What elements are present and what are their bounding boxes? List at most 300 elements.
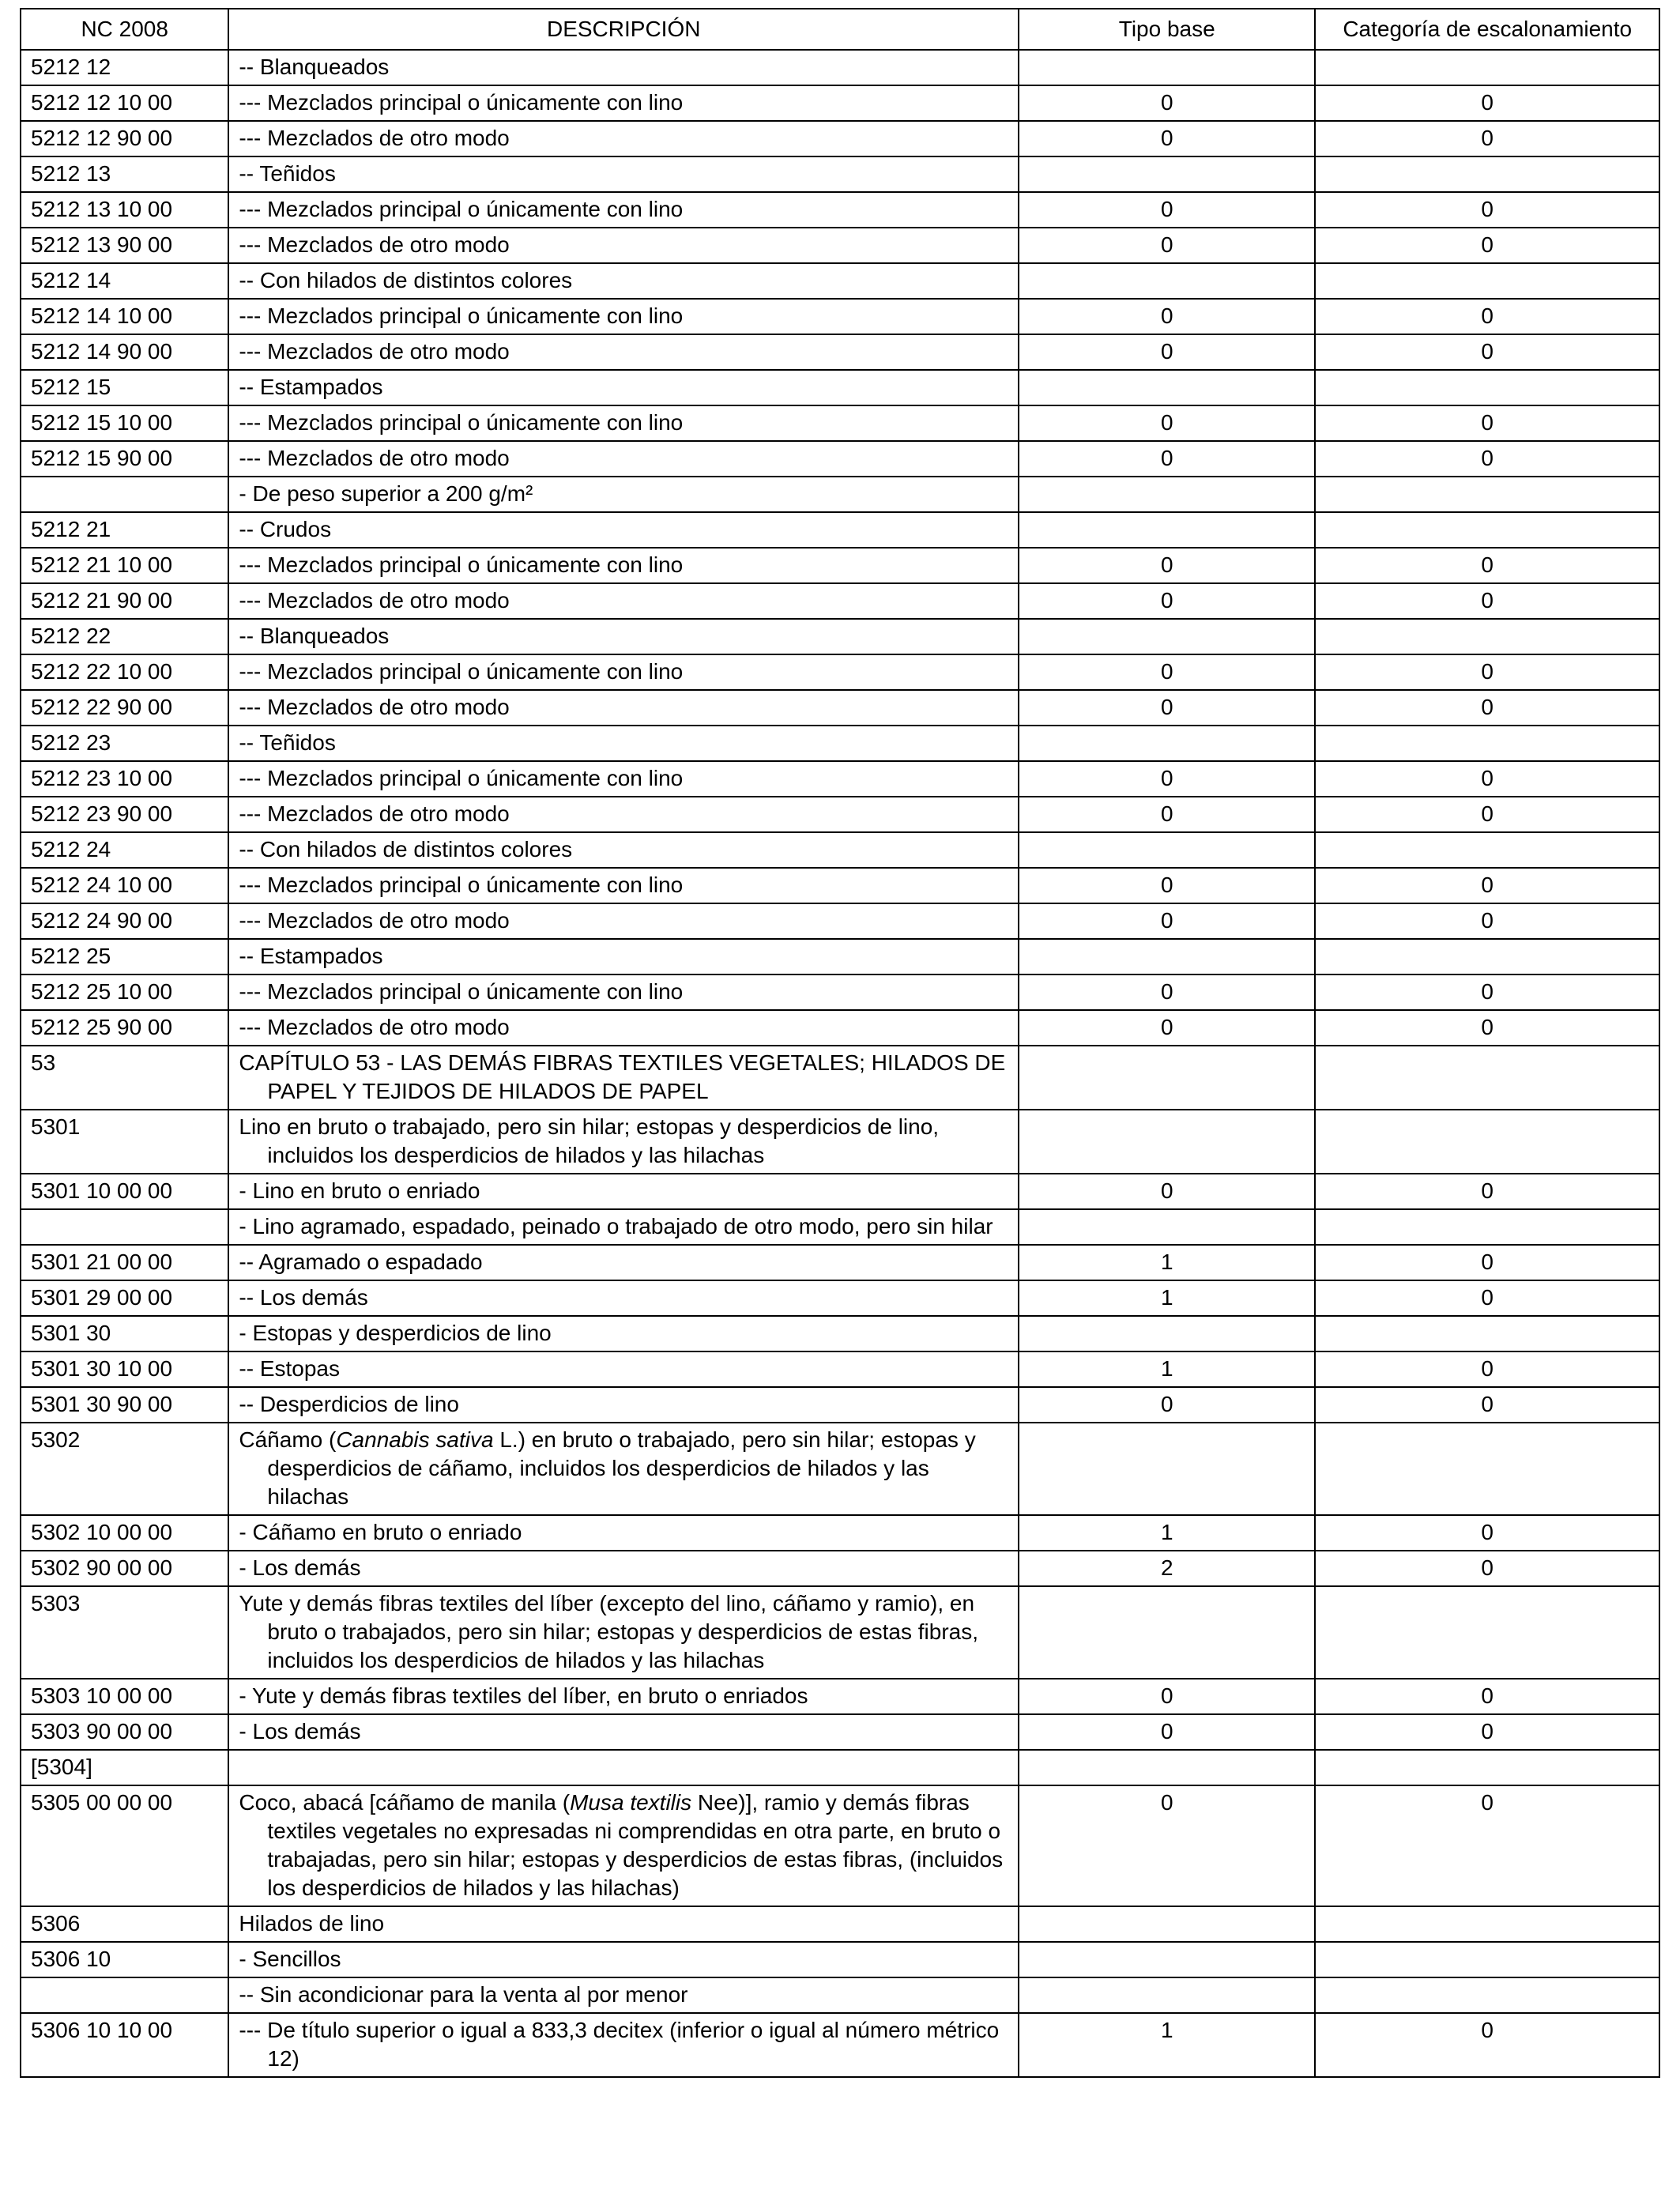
nc-code-cell: 5212 13 10 00 [21, 192, 228, 228]
categoria-escalonamiento-cell [1315, 1209, 1659, 1245]
categoria-escalonamiento-cell: 0 [1315, 1551, 1659, 1586]
description-cell [228, 832, 1019, 868]
table-row [21, 619, 1659, 654]
description-segment: --- Mezclados de otro modo [239, 588, 510, 613]
table-row [21, 1586, 1659, 1679]
table-row [21, 1280, 1659, 1316]
tipo-base-cell: 0 [1019, 334, 1315, 370]
categoria-escalonamiento-cell: 0 [1315, 1280, 1659, 1316]
nc-code-cell: 5212 21 90 00 [21, 583, 228, 619]
description-text [239, 1013, 1008, 1042]
nc-code-cell: 5212 13 90 00 [21, 228, 228, 263]
description-segment: --- Mezclados de otro modo [239, 801, 510, 826]
description-cell [228, 299, 1019, 334]
nc-code-cell: 5212 23 [21, 726, 228, 761]
tipo-base-cell: 1 [1019, 2013, 1315, 2077]
description-text [239, 586, 1008, 615]
categoria-escalonamiento-cell: 0 [1315, 690, 1659, 726]
description-cell [228, 619, 1019, 654]
categoria-escalonamiento-cell: 0 [1315, 228, 1659, 263]
table-row [21, 1046, 1659, 1110]
nc-code-cell: 5301 30 [21, 1316, 228, 1351]
description-cell [228, 334, 1019, 370]
description-text [239, 551, 1008, 579]
table-row [21, 1351, 1659, 1387]
tipo-base-cell [1019, 512, 1315, 548]
description-cell [228, 654, 1019, 690]
tipo-base-cell: 1 [1019, 1351, 1315, 1387]
nc-code-cell: 5301 30 90 00 [21, 1387, 228, 1423]
description-text [239, 302, 1008, 330]
tipo-base-cell: 0 [1019, 583, 1315, 619]
table-row [21, 2013, 1659, 2077]
description-cell [228, 797, 1019, 832]
description-text [239, 53, 1008, 81]
tipo-base-cell: 0 [1019, 405, 1315, 441]
table-row [21, 441, 1659, 477]
description-cell [228, 192, 1019, 228]
table-row [21, 370, 1659, 405]
table-row [21, 1209, 1659, 1245]
categoria-escalonamiento-cell [1315, 1906, 1659, 1942]
description-cell [228, 1046, 1019, 1110]
nc-code-cell: 53 [21, 1046, 228, 1110]
description-segment: -- Desperdicios de lino [239, 1392, 459, 1416]
description-segment: -- Con hilados de distintos colores [239, 268, 573, 292]
tipo-base-cell [1019, 1209, 1315, 1245]
nc-code-cell: 5303 90 00 00 [21, 1714, 228, 1750]
categoria-escalonamiento-cell: 0 [1315, 2013, 1659, 2077]
categoria-escalonamiento-cell: 0 [1315, 441, 1659, 477]
description-text [239, 1177, 1008, 1205]
table-row [21, 156, 1659, 192]
description-text [239, 1212, 1008, 1241]
description-segment: -- Los demás [239, 1285, 368, 1310]
tipo-base-cell: 2 [1019, 1551, 1315, 1586]
description-segment: - Los demás [239, 1719, 361, 1744]
table-row [21, 263, 1659, 299]
description-text [239, 1049, 1008, 1106]
nc-code-cell: 5212 21 10 00 [21, 548, 228, 583]
table-row [21, 939, 1659, 974]
description-segment: Hilados de lino [239, 1911, 385, 1936]
categoria-escalonamiento-cell [1315, 1977, 1659, 2013]
description-segment: - Lino agramado, espadado, peinado o trabajado de otro modo, pero sin hilar [239, 1214, 993, 1238]
description-segment: L.) en bruto o trabajado, pero sin hilar; estopas y desperdicios de cáñamo, incluidos los desperdicios de hilados y las hilachas [267, 1427, 976, 1509]
table-row [21, 1245, 1659, 1280]
description-text [239, 942, 1008, 971]
nc-code-cell: 5212 14 10 00 [21, 299, 228, 334]
tipo-base-cell [1019, 263, 1315, 299]
categoria-escalonamiento-cell: 0 [1315, 1245, 1659, 1280]
description-segment: -- Estopas [239, 1356, 340, 1381]
table-row [21, 85, 1659, 121]
description-text [239, 195, 1008, 224]
description-text [239, 1426, 1008, 1511]
description-segment: --- Mezclados de otro modo [239, 126, 510, 150]
description-text [239, 337, 1008, 366]
description-text [239, 89, 1008, 117]
description-text [239, 480, 1008, 508]
categoria-escalonamiento-cell: 0 [1315, 797, 1659, 832]
description-text [239, 907, 1008, 935]
description-segment: -- Con hilados de distintos colores [239, 837, 573, 861]
tipo-base-cell [1019, 50, 1315, 85]
description-cell [228, 903, 1019, 939]
categoria-escalonamiento-cell [1315, 1942, 1659, 1977]
categoria-escalonamiento-cell: 0 [1315, 1515, 1659, 1551]
description-cell [228, 690, 1019, 726]
tipo-base-cell: 0 [1019, 1010, 1315, 1046]
table-row [21, 761, 1659, 797]
tipo-base-cell: 0 [1019, 974, 1315, 1010]
table-row [21, 868, 1659, 903]
nc-code-cell: 5212 23 10 00 [21, 761, 228, 797]
description-cell [228, 1942, 1019, 1977]
table-body [21, 50, 1659, 2077]
description-segment: - Cáñamo en bruto o enriado [239, 1520, 522, 1544]
description-segment: --- Mezclados de otro modo [239, 446, 510, 470]
tipo-base-cell [1019, 1750, 1315, 1785]
tipo-base-cell: 0 [1019, 548, 1315, 583]
description-text [239, 160, 1008, 188]
table-row [21, 1977, 1659, 2013]
nc-code-cell: 5212 23 90 00 [21, 797, 228, 832]
description-segment: -- Sin acondicionar para la venta al por menor [239, 1982, 688, 2007]
botanical-name: Cannabis sativa [336, 1427, 494, 1452]
categoria-escalonamiento-cell [1315, 156, 1659, 192]
table-row [21, 1174, 1659, 1209]
tipo-base-cell [1019, 1110, 1315, 1174]
table-row [21, 1316, 1659, 1351]
table-row [21, 654, 1659, 690]
description-cell [228, 1245, 1019, 1280]
description-cell [228, 1280, 1019, 1316]
nc-code-cell: 5302 [21, 1423, 228, 1515]
description-cell [228, 868, 1019, 903]
description-text [239, 693, 1008, 722]
nc-code-cell: 5212 12 10 00 [21, 85, 228, 121]
description-text [239, 444, 1008, 473]
header-row [21, 9, 1659, 50]
tipo-base-cell [1019, 156, 1315, 192]
categoria-escalonamiento-cell: 0 [1315, 974, 1659, 1010]
table-row [21, 1423, 1659, 1515]
table-row [21, 192, 1659, 228]
description-segment: -- Teñidos [239, 730, 336, 755]
description-segment: --- Mezclados principal o únicamente con lino [239, 766, 684, 790]
description-segment: Coco, abacá [cáñamo de manila ( [239, 1790, 571, 1815]
tipo-base-cell: 0 [1019, 690, 1315, 726]
description-cell [228, 405, 1019, 441]
categoria-escalonamiento-cell [1315, 50, 1659, 85]
description-cell [228, 441, 1019, 477]
tipo-base-cell [1019, 1586, 1315, 1679]
description-cell [228, 1977, 1019, 2013]
nc-code-cell: 5212 15 10 00 [21, 405, 228, 441]
tipo-base-cell: 1 [1019, 1245, 1315, 1280]
nc-code-cell: 5212 25 90 00 [21, 1010, 228, 1046]
description-segment: --- Mezclados principal o únicamente con lino [239, 197, 684, 221]
description-text [239, 658, 1008, 686]
table-row [21, 726, 1659, 761]
description-segment: --- De título superior o igual a 833,3 decitex (inferior o igual al número métrico 12) [239, 2018, 1000, 2071]
nc-code-cell: 5212 14 90 00 [21, 334, 228, 370]
description-text [239, 409, 1008, 437]
description-segment: - De peso superior a 200 g/m² [239, 481, 533, 506]
categoria-escalonamiento-cell: 0 [1315, 548, 1659, 583]
table-header [21, 9, 1659, 50]
description-text [239, 373, 1008, 401]
tipo-base-cell: 0 [1019, 85, 1315, 121]
categoria-escalonamiento-cell: 0 [1315, 121, 1659, 156]
categoria-escalonamiento-cell: 0 [1315, 192, 1659, 228]
tipo-base-cell [1019, 939, 1315, 974]
tipo-base-cell: 0 [1019, 228, 1315, 263]
description-text [239, 1981, 1008, 2009]
description-segment: --- Mezclados principal o únicamente con lino [239, 873, 684, 897]
description-text [239, 2016, 1008, 2073]
description-text [239, 622, 1008, 650]
description-cell [228, 1551, 1019, 1586]
description-cell [228, 2013, 1019, 2077]
nc-code-cell: 5301 10 00 00 [21, 1174, 228, 1209]
categoria-escalonamiento-cell: 0 [1315, 85, 1659, 121]
description-text [239, 231, 1008, 259]
categoria-escalonamiento-cell: 0 [1315, 1010, 1659, 1046]
tipo-base-cell [1019, 726, 1315, 761]
categoria-escalonamiento-cell [1315, 939, 1659, 974]
nc-code-cell: 5212 21 [21, 512, 228, 548]
description-cell [228, 974, 1019, 1010]
description-text [239, 835, 1008, 864]
nc-code-cell: 5301 [21, 1110, 228, 1174]
description-segment: -- Estampados [239, 375, 383, 399]
nc-code-cell: 5212 22 10 00 [21, 654, 228, 690]
categoria-escalonamiento-cell [1315, 1046, 1659, 1110]
description-text [239, 1518, 1008, 1547]
categoria-escalonamiento-cell: 0 [1315, 405, 1659, 441]
tipo-base-cell [1019, 1046, 1315, 1110]
description-segment: -- Estampados [239, 944, 383, 968]
tipo-base-cell: 0 [1019, 1174, 1315, 1209]
table-row [21, 974, 1659, 1010]
table-row [21, 797, 1659, 832]
description-segment: CAPÍTULO 53 - LAS DEMÁS FIBRAS TEXTILES VEGETALES; HILADOS DE PAPEL Y TEJIDOS DE HILADOS DE PAPEL [239, 1050, 1006, 1103]
categoria-escalonamiento-cell [1315, 512, 1659, 548]
description-cell [228, 1515, 1019, 1551]
tipo-base-cell: 0 [1019, 121, 1315, 156]
description-segment: -- Agramado o espadado [239, 1250, 483, 1274]
description-segment: - Estopas y desperdicios de lino [239, 1321, 552, 1345]
description-cell [228, 726, 1019, 761]
categoria-escalonamiento-cell: 0 [1315, 1785, 1659, 1906]
tipo-base-cell [1019, 1423, 1315, 1515]
description-segment: Lino en bruto o trabajado, pero sin hilar; estopas y desperdicios de lino, incluidos los desperdicios de hilados y las hilachas [239, 1114, 940, 1167]
description-text [239, 1554, 1008, 1582]
nc-code-cell: 5302 10 00 00 [21, 1515, 228, 1551]
column-header-nc-2008: NC 2008 [21, 9, 228, 50]
description-text [239, 871, 1008, 899]
nc-code-cell: 5212 13 [21, 156, 228, 192]
description-text [239, 1319, 1008, 1348]
nc-code-cell: 5212 22 90 00 [21, 690, 228, 726]
categoria-escalonamiento-cell [1315, 370, 1659, 405]
description-segment: --- Mezclados principal o únicamente con lino [239, 303, 684, 328]
description-cell [228, 1387, 1019, 1423]
description-cell [228, 1316, 1019, 1351]
tipo-base-cell [1019, 1316, 1315, 1351]
tipo-base-cell: 0 [1019, 192, 1315, 228]
nc-code-cell: 5301 29 00 00 [21, 1280, 228, 1316]
nc-code-cell [21, 477, 228, 512]
description-cell [228, 939, 1019, 974]
description-cell [228, 1785, 1019, 1906]
table-row [21, 1551, 1659, 1586]
description-segment: --- Mezclados principal o únicamente con lino [239, 552, 684, 577]
table-row [21, 583, 1659, 619]
table-row [21, 1010, 1659, 1046]
description-text [239, 764, 1008, 793]
table-row [21, 832, 1659, 868]
description-cell [228, 1110, 1019, 1174]
description-cell [228, 1750, 1019, 1785]
table-row [21, 50, 1659, 85]
description-segment: --- Mezclados principal o únicamente con lino [239, 659, 684, 684]
nc-code-cell: 5301 21 00 00 [21, 1245, 228, 1280]
tipo-base-cell: 0 [1019, 1679, 1315, 1714]
table-row [21, 1110, 1659, 1174]
description-cell [228, 1906, 1019, 1942]
table-row [21, 1387, 1659, 1423]
table-row [21, 1714, 1659, 1750]
table-row [21, 228, 1659, 263]
categoria-escalonamiento-cell: 0 [1315, 1679, 1659, 1714]
table-row [21, 1679, 1659, 1714]
description-segment: --- Mezclados de otro modo [239, 232, 510, 257]
nc-code-cell: 5212 22 [21, 619, 228, 654]
description-cell [228, 477, 1019, 512]
categoria-escalonamiento-cell: 0 [1315, 1387, 1659, 1423]
tipo-base-cell: 0 [1019, 797, 1315, 832]
description-text [239, 1717, 1008, 1746]
description-text [239, 1589, 1008, 1675]
description-cell [228, 1351, 1019, 1387]
description-segment: Nee)], ramio y demás fibras textiles vegetales no expresadas ni comprendidas en otra parte, en bruto o trabajadas, pero sin hilar; estopas y desperdicios de estas fibras, (incluidos los desperdicios de hilados y las hilachas) [267, 1790, 1004, 1900]
tariff-schedule-table [20, 8, 1660, 2078]
description-text [239, 1789, 1008, 1902]
categoria-escalonamiento-cell [1315, 1316, 1659, 1351]
categoria-escalonamiento-cell: 0 [1315, 868, 1659, 903]
tipo-base-cell: 0 [1019, 1387, 1315, 1423]
table-row [21, 299, 1659, 334]
description-cell [228, 512, 1019, 548]
nc-code-cell: 5212 25 10 00 [21, 974, 228, 1010]
column-header-tipo-base: Tipo base [1019, 9, 1315, 50]
table-row [21, 903, 1659, 939]
description-text [239, 515, 1008, 544]
nc-code-cell [21, 1977, 228, 2013]
description-cell [228, 50, 1019, 85]
table-row [21, 334, 1659, 370]
description-segment: - Sencillos [239, 1947, 341, 1971]
description-cell [228, 1586, 1019, 1679]
table-row [21, 477, 1659, 512]
description-cell [228, 228, 1019, 263]
description-text [239, 729, 1008, 757]
description-text [239, 1682, 1008, 1710]
tipo-base-cell: 0 [1019, 903, 1315, 939]
nc-code-cell [21, 1209, 228, 1245]
table-row [21, 1785, 1659, 1906]
description-segment: --- Mezclados principal o únicamente con lino [239, 410, 684, 435]
categoria-escalonamiento-cell [1315, 1750, 1659, 1785]
categoria-escalonamiento-cell: 0 [1315, 1174, 1659, 1209]
description-cell [228, 1714, 1019, 1750]
nc-code-cell: 5302 90 00 00 [21, 1551, 228, 1586]
description-cell [228, 263, 1019, 299]
description-cell [228, 548, 1019, 583]
categoria-escalonamiento-cell [1315, 726, 1659, 761]
column-header-categoria-escalonamiento: Categoría de escalonamiento [1315, 9, 1659, 50]
nc-code-cell: 5212 24 90 00 [21, 903, 228, 939]
description-segment: - Los demás [239, 1555, 361, 1580]
description-segment: --- Mezclados de otro modo [239, 908, 510, 933]
description-segment: --- Mezclados principal o únicamente con lino [239, 979, 684, 1004]
categoria-escalonamiento-cell: 0 [1315, 1714, 1659, 1750]
tipo-base-cell [1019, 619, 1315, 654]
nc-code-cell: 5212 24 [21, 832, 228, 868]
description-cell [228, 583, 1019, 619]
tipo-base-cell: 1 [1019, 1280, 1315, 1316]
tipo-base-cell [1019, 832, 1315, 868]
description-text [239, 1390, 1008, 1419]
description-segment: Yute y demás fibras textiles del líber (excepto del lino, cáñamo y ramio), en bruto o trabajados, pero sin hilar; estopas y desperdicios de estas fibras, incluidos los desperdicios de hilados y las hilachas [239, 1591, 978, 1672]
categoria-escalonamiento-cell [1315, 477, 1659, 512]
nc-code-cell: 5212 15 90 00 [21, 441, 228, 477]
description-cell [228, 85, 1019, 121]
categoria-escalonamiento-cell: 0 [1315, 654, 1659, 690]
table-row [21, 548, 1659, 583]
description-segment: --- Mezclados de otro modo [239, 1015, 510, 1039]
tipo-base-cell: 0 [1019, 868, 1315, 903]
description-cell [228, 1679, 1019, 1714]
categoria-escalonamiento-cell: 0 [1315, 903, 1659, 939]
tipo-base-cell: 0 [1019, 654, 1315, 690]
categoria-escalonamiento-cell [1315, 263, 1659, 299]
description-segment: - Lino en bruto o enriado [239, 1178, 480, 1203]
description-segment: -- Blanqueados [239, 55, 390, 79]
categoria-escalonamiento-cell: 0 [1315, 299, 1659, 334]
nc-code-cell: 5306 10 [21, 1942, 228, 1977]
categoria-escalonamiento-cell: 0 [1315, 1351, 1659, 1387]
categoria-escalonamiento-cell [1315, 1423, 1659, 1515]
tipo-base-cell: 0 [1019, 761, 1315, 797]
nc-code-cell: 5212 14 [21, 263, 228, 299]
tipo-base-cell: 0 [1019, 1785, 1315, 1906]
nc-code-cell: 5212 25 [21, 939, 228, 974]
table-row [21, 1750, 1659, 1785]
tipo-base-cell [1019, 477, 1315, 512]
description-segment: -- Blanqueados [239, 624, 390, 648]
description-text [239, 124, 1008, 153]
categoria-escalonamiento-cell: 0 [1315, 583, 1659, 619]
description-cell [228, 1423, 1019, 1515]
tipo-base-cell: 0 [1019, 299, 1315, 334]
tipo-base-cell [1019, 370, 1315, 405]
table-row [21, 121, 1659, 156]
column-header-descripcion: DESCRIPCIÓN [228, 9, 1019, 50]
